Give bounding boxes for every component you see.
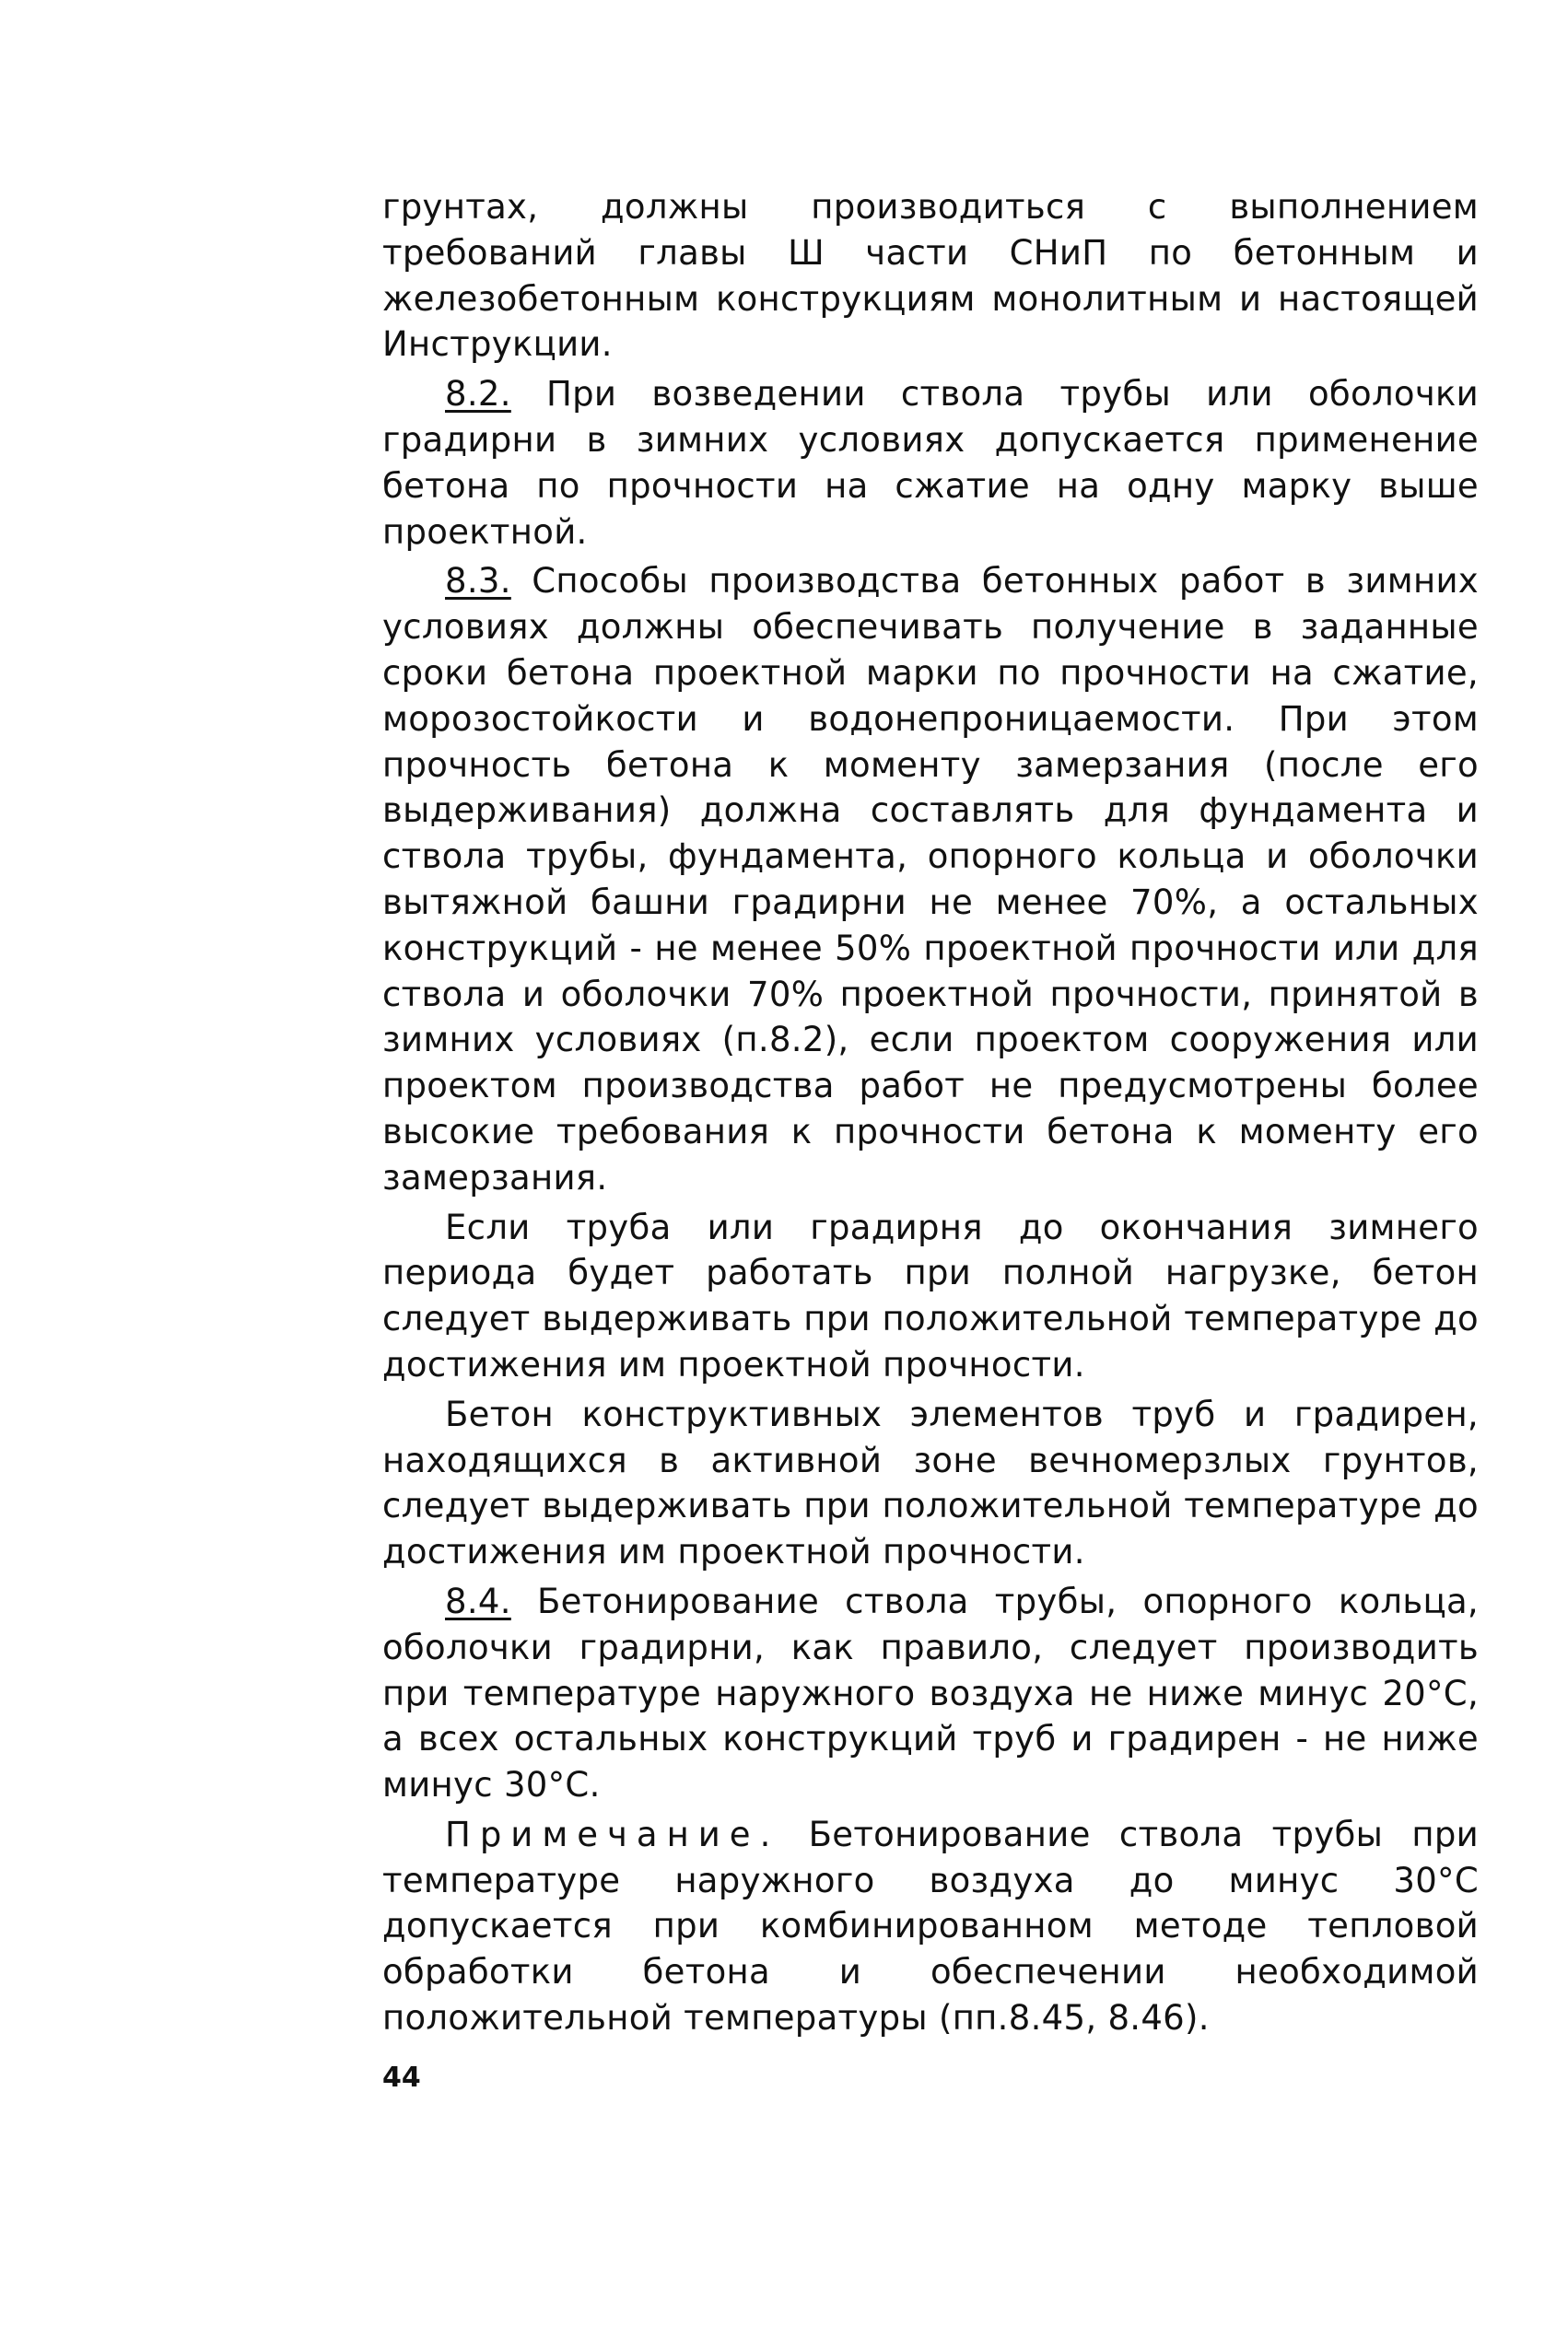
- paragraph-8-2: [382, 371, 1479, 555]
- paragraph-8-3-text: Способы производства бетонных работ в зимних условиях должны обеспечивать получение в заданные сроки бетона проектной марки по прочности на сжатие, морозостойкости и водонепроницаемости. При этом прочность бетона к моменту замерзания (после его выдерживания) должна составлять для фундамента и ствола трубы, фундамента, опорного кольца и оболочки вытяжной башни градирни не менее 70%, а остальных конструкций - не менее 50% проектной прочности или для ствола и оболочки 70% проектной прочности, принятой в зимних условиях (п.8.2), если проектом сооружения или проектом производства работ не предусмотрены более высокие требования к прочности бетона к моменту его замерзания.: [382, 561, 1479, 1198]
- note-text: Бетонирование ствола трубы при температуре наружного воздуха до минус 30°С допускается при комбинированном методе тепловой обработки бетона и обеспечении необходимой положительной температуры (пп.8.45, 8.46).: [382, 1814, 1479, 2039]
- body-text: [382, 184, 1479, 2045]
- paragraph-note: [382, 1812, 1479, 2041]
- note-label: Примечание.: [445, 1814, 780, 1854]
- section-number-8-2: 8.2.: [445, 374, 511, 415]
- paragraph-8-4-text: Бетонирование ствола трубы, опорного кольца, оболочки градирни, как правило, следует производить при температуре наружного воздуха не ниже минус 20°С, а всех остальных конструкций труб и градирен - не ниже минус 30°С.: [382, 1581, 1479, 1806]
- paragraph-8-2-text: При возведении ствола трубы или оболочки градирни в зимних условиях допускается применение бетона по прочности на сжатие на одну марку выше проектной.: [382, 374, 1479, 552]
- page-number: 44: [382, 2062, 421, 2094]
- paragraph-8-3: [382, 558, 1479, 1200]
- section-number-8-3: 8.3.: [445, 561, 511, 602]
- paragraph-winter-load: Если труба или градирня до окончания зимнего периода будет работать при полной нагрузке, бетон следует выдерживать при положительной температуре до достижения им проектной прочности.: [382, 1207, 1479, 1385]
- section-number-8-4: 8.4.: [445, 1581, 511, 1621]
- paragraph-continuation: грунтах, должны производиться с выполнением требований главы Ш части СНиП по бетонным и железобетонным конструкциям монолитным и настоящей Инструкции.: [382, 187, 1479, 365]
- paragraph-8-4: [382, 1579, 1479, 1808]
- paragraph-permafrost: Бетон конструктивных элементов труб и градирен, находящихся в активной зоне вечномерзлых грунтов, следует выдерживать при положительной температуре до достижения им проектной прочности.: [382, 1394, 1479, 1572]
